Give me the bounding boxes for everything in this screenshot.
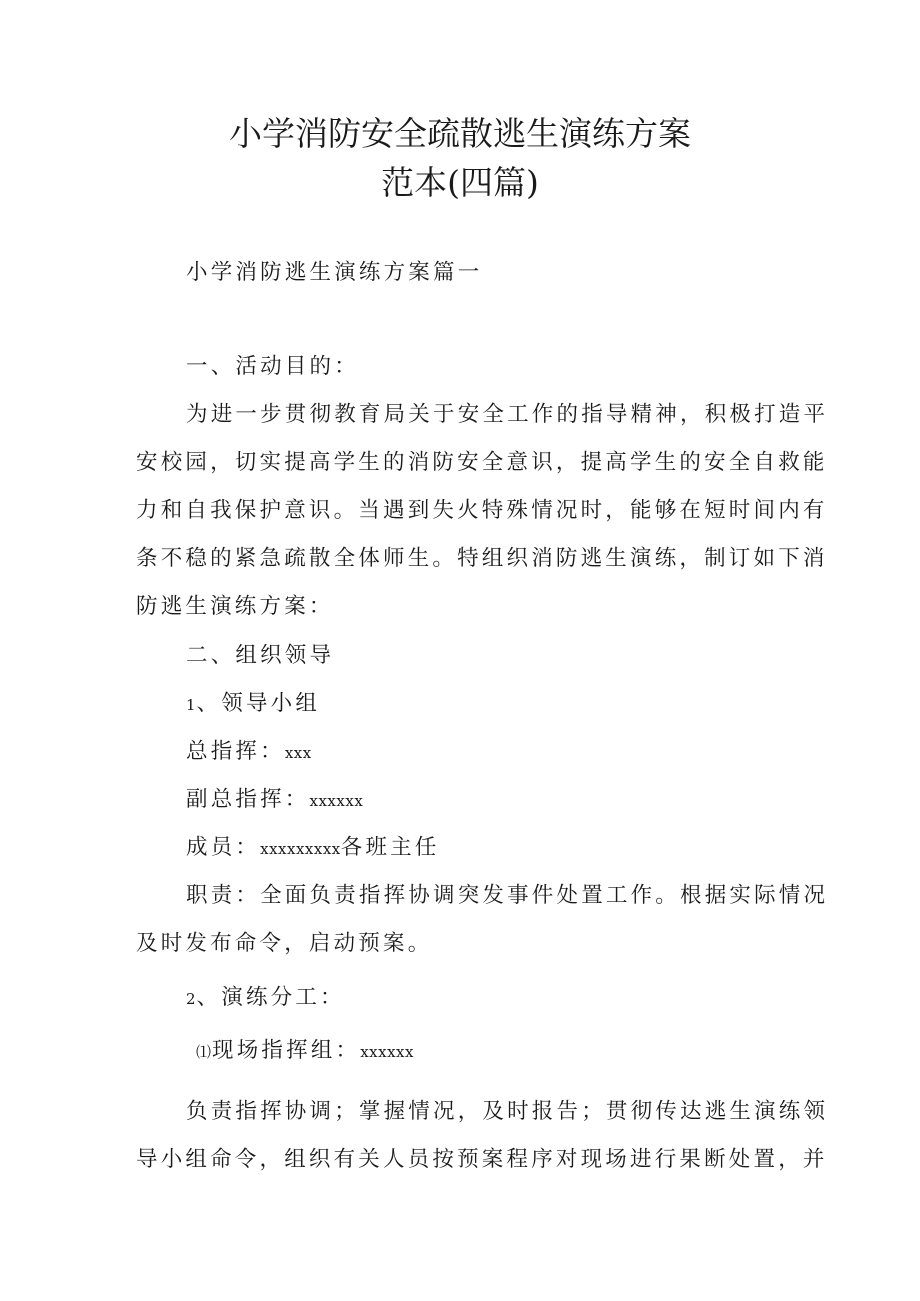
sub-number: 2 — [186, 990, 197, 1008]
subheading-drill-division — [186, 983, 345, 1014]
heading-activity-purpose: 一、活动目的： — [186, 354, 359, 379]
paragraph-line: 安校园，切实提高学生的消防安全意识，提高学生的安全自救能 — [136, 450, 828, 475]
document-title-line2: 范本(四篇) — [381, 163, 539, 202]
commander-value: xxx — [284, 744, 312, 762]
sub-label: 、领导小组 — [196, 691, 321, 716]
commander-label: 总指挥： — [186, 739, 285, 764]
duty-line: 及时发布命令，启动预案。 — [136, 931, 433, 956]
group-label: 现场指挥组： — [212, 1038, 361, 1063]
members-label: 成员： — [186, 835, 261, 860]
sub-label: 、演练分工： — [196, 985, 345, 1010]
paragraph-line: 导小组命令，组织有关人员按预案程序对现场进行果断处置，并 — [136, 1147, 828, 1172]
heading-organization: 二、组织领导 — [186, 643, 335, 668]
members-line — [186, 833, 440, 864]
vice-commander-line — [186, 785, 363, 816]
section-heading: 小学消防逃生演练方案篇一 — [186, 260, 483, 285]
commander-line — [186, 737, 312, 768]
duty-line: 职责：全面负责指挥协调突发事件处置工作。根据实际情况 — [186, 883, 829, 908]
vice-commander-value: xxxxxx — [309, 792, 364, 810]
members-value: xxxxxxxxx — [260, 840, 341, 858]
members-suffix: 各班主任 — [340, 835, 440, 860]
document-title-line1: 小学消防安全疏散逃生演练方案 — [229, 114, 691, 153]
vice-commander-label: 副总指挥： — [186, 787, 310, 812]
subheading-leadership-group — [186, 689, 320, 720]
paragraph-line: 负责指挥协调；掌握情况，及时报告；贯彻传达逃生演练领 — [186, 1099, 829, 1124]
paragraph-line: 为进一步贯彻教育局关于安全工作的指导精神，积极打造平 — [186, 402, 829, 427]
group-value: xxxxxx — [360, 1043, 414, 1061]
paragraph-line: 条不稳的紧急疏散全体师生。特组织消防逃生演练，制订如下消 — [136, 546, 828, 571]
paragraph-line: 力和自我保护意识。当遇到失火特殊情况时，能够在短时间内有 — [136, 498, 828, 523]
group-number: ⑴ — [196, 1043, 213, 1061]
group-field-command — [196, 1036, 414, 1067]
sub-number: 1 — [186, 696, 197, 714]
paragraph-line: 防逃生演练方案： — [136, 594, 334, 619]
